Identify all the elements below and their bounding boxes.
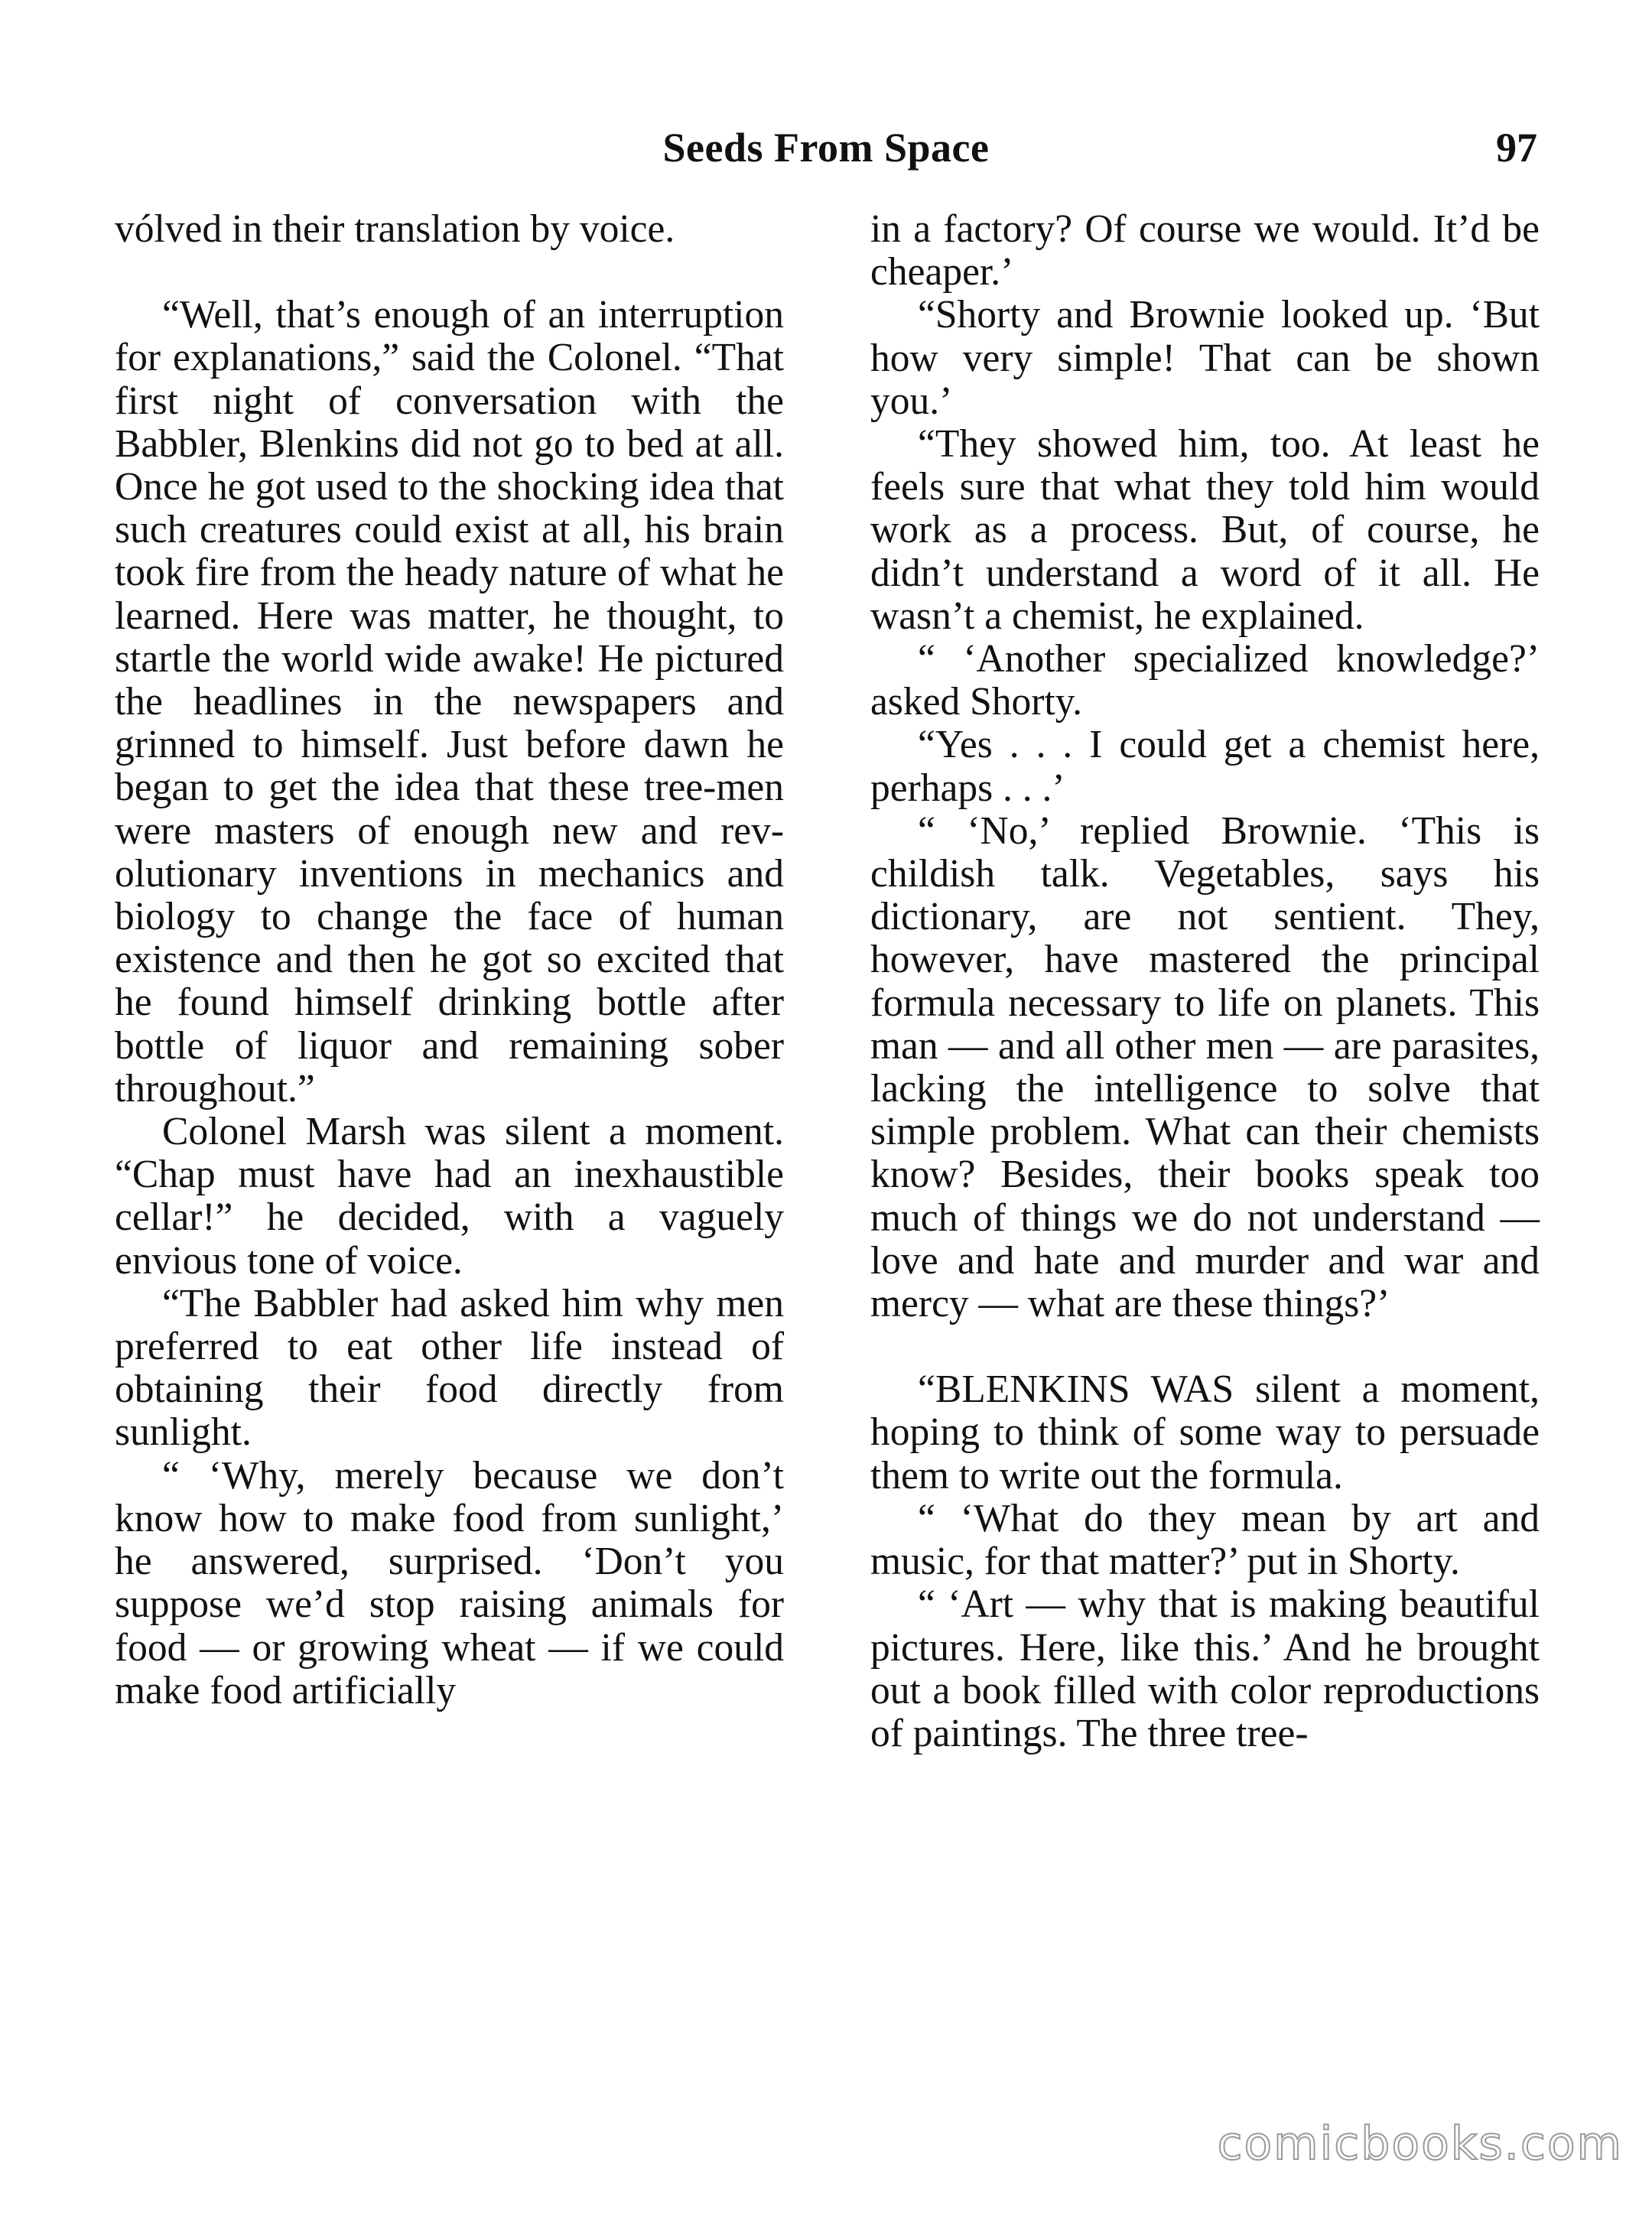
paragraph: “ ‘No,’ replied Brownie. ‘This is childish talk. Vegetables, says his dictionary, are not sentient. They, however, have mastered the principal formula necessary to life on planets. This man — and all other men — are parasites, lacking the intelligence to solve that simple problem. What can their chemists know? Besides, their books speak too much of things we do not understand — love and hate and murder and war and mercy — what are these things?’	[870, 808, 1540, 1326]
paragraph: “ ‘What do they mean by art and music, for that matter?’ put in Shorty.	[870, 1496, 1540, 1584]
paragraph: “BLENKINS WAS silent a moment, hoping to think of some way to persuade them to write out the formula.	[870, 1368, 1540, 1498]
paragraph: in a factory? Of course we would. It’d be cheaper.’	[870, 207, 1540, 294]
paragraph: Colonel Marsh was silent a moment. “Chap must have had an inexhaustible cellar!” he decided, with a vaguely envious tone of voice.	[115, 1110, 784, 1283]
left-column	[115, 208, 784, 1712]
running-header	[115, 124, 1537, 177]
paragraph: “ ‘Another specialized knowledge?’ asked Shorty.	[870, 637, 1540, 724]
right-column	[870, 208, 1540, 1755]
paragraph: vólved in their translation by voice.	[115, 207, 675, 251]
paragraph: “ ‘Art — why that is making beautiful pictures. Here, like this.’ And he brought out a book filled with color reproductions of paintings. The three tree-	[870, 1582, 1540, 1755]
watermark: comicbooks.com	[1217, 2117, 1623, 2171]
running-title: Seeds From Space	[662, 125, 990, 171]
paragraph: “ ‘Why, merely because we don’t know how to make food from sunlight,’ he answered, surprised. ‘Don’t you suppose we’d stop raising animals for food — or growing wheat — if we could make food artificially	[115, 1453, 784, 1712]
paragraph: “Well, that’s enough of an interruption for explanations,” said the Colonel. “That first night of conversation with the Babbler, Blenkins did not go to bed at all. Once he got used to the shocking idea that such creatures could exist at all, his brain took fire from the heady nature of what he learned. Here was matter, he thought, to startle the world wide awake! He pictured the headlines in the newspapers and grinned to himself. Just before dawn he began to get the idea that these tree-men were masters of enough new and revolutionary inventions in mechanics and biology to change the face of human existence and then he got so excited that he found himself drinking bottle after bottle of liquor and remaining sober throughout.”	[115, 293, 784, 1111]
paragraph: “The Babbler had asked him why men preferred to eat other life instead of obtaining their food directly from sunlight.	[115, 1281, 784, 1455]
paragraph: “Shorty and Brownie looked up. ‘But how very simple! That can be shown you.’	[870, 293, 1540, 423]
paragraph: “Yes . . . I could get a chemist here, perhaps . . .’	[870, 723, 1540, 810]
page-number: 97	[1496, 125, 1537, 171]
paragraph: “They showed him, too. At least he feels sure that what they told him would work as a process. But, of course, he didn’t understand a word of it all. He wasn’t a chemist, he explained.	[870, 422, 1540, 638]
